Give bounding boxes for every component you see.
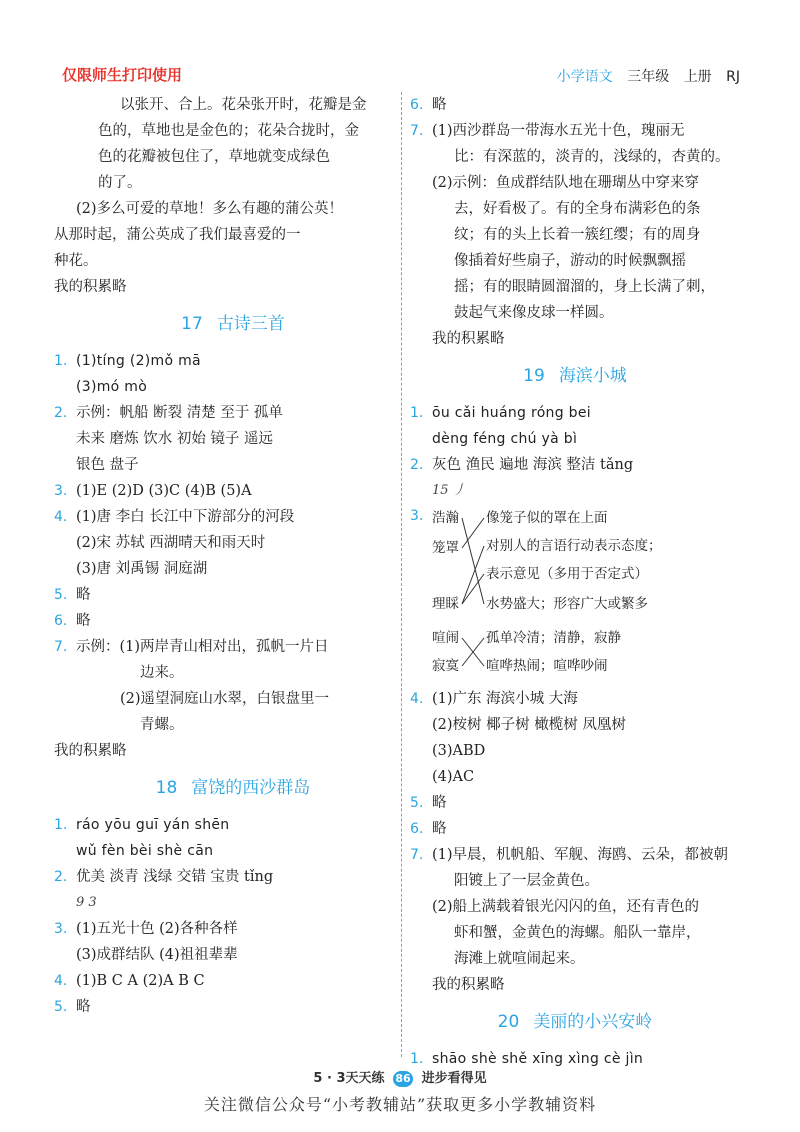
section-name: 海滨小城 — [558, 366, 627, 386]
question-number: 5. — [54, 999, 68, 1015]
answer-text: (1)B C A (2)A B C — [76, 973, 205, 989]
section-title-19 — [410, 356, 740, 396]
match-line — [462, 574, 484, 604]
answer-text: 灰色 渔民 遍地 海滨 整洁 tǎng — [432, 457, 634, 473]
question-number: 7. — [54, 639, 68, 655]
answer-line: 种花。 — [54, 253, 98, 269]
answer-text: 示例：(1)两岸青山相对出，孤帆一片日 — [76, 639, 329, 655]
answer-text: 略 — [76, 613, 91, 629]
question-number: 2. — [54, 405, 68, 421]
answer-line: 色的，草地也是金色的；花朵合拢时，金 — [98, 123, 359, 139]
match-definition: 像笼子似的罩在上面 — [486, 510, 608, 526]
answer-line: 色的花瓣被包住了，草地就变成绿色 — [98, 149, 330, 165]
section-name: 美丽的小兴安岭 — [533, 1012, 653, 1032]
answer-text: (1)早晨，机帆船、军舰、海鸥、云朵，都被朝 — [432, 847, 729, 863]
grade-label: 三年级 — [627, 69, 670, 85]
accumulation-note: 我的积累略 — [54, 743, 127, 759]
answer-text: 略 — [76, 587, 91, 603]
question-number: 3. — [54, 921, 68, 937]
answer-text: 纹；有的头上长着一簇红缨；有的周身 — [454, 227, 701, 243]
answer-text: 略 — [76, 999, 91, 1015]
match-word: 理睬 — [432, 596, 459, 612]
answer-text: 海滩上就喧闹起来。 — [454, 951, 585, 967]
question-number: 3. — [54, 483, 68, 499]
answer-text: (2)遥望洞庭山水翠，白银盘里一 — [120, 691, 330, 707]
handwritten-note: 9 3 — [76, 895, 97, 910]
answer-line: 从那时起，蒲公英成了我们最喜爱的一 — [54, 227, 301, 243]
answer-line: 以张开、合上。花朵张开时，花瓣是金 — [120, 97, 367, 113]
question-number: 2. — [410, 457, 424, 473]
answer-text: 比：有深蓝的，淡青的，浅绿的，杏黄的。 — [454, 149, 730, 165]
section-number: 19 — [523, 366, 545, 386]
question-number: 6. — [410, 97, 424, 113]
matching-question — [410, 504, 740, 686]
print-restriction-label: 仅限师生打印使用 — [62, 66, 183, 84]
answer-text: (1)E (2)D (3)C (4)B (5)A — [76, 483, 252, 499]
column-divider — [401, 92, 402, 1057]
answer-text: (2)船上满载着银光闪闪的鱼，还有青色的 — [432, 899, 700, 915]
answer-text: 略 — [432, 821, 447, 837]
volume-label: 上册 — [683, 69, 712, 85]
answer-text: (2)宋 苏轼 西湖晴天和雨天时 — [76, 535, 266, 551]
watermark-text: 关注微信公众号“小考教辅站”获取更多小学教辅资料 — [203, 1095, 597, 1114]
question-number: 1. — [54, 353, 68, 369]
answer-text: 阳镀上了一层金黄色。 — [454, 873, 599, 889]
answer-text: shāo shè shě xīng xìng cè jìn — [432, 1051, 644, 1067]
answer-text: (1)广东 海滨小城 大海 — [432, 691, 578, 707]
answer-text: 略 — [432, 795, 447, 811]
answer-text: 像插着好些扇子，游动的时候飘飘摇 — [454, 253, 686, 269]
accumulation-note: 我的积累略 — [432, 977, 505, 993]
question-number: 5. — [410, 795, 424, 811]
answer-text: wǔ fèn bèi shè cān — [76, 843, 214, 859]
section-number: 20 — [497, 1012, 520, 1032]
answer-text: (3)唐 刘禹锡 洞庭湖 — [76, 561, 208, 577]
book-info — [557, 66, 740, 86]
section-name: 古诗三首 — [216, 314, 285, 334]
answer-text: ráo yōu guī yán shēn — [76, 817, 230, 833]
answer-text: 未来 磨炼 饮水 初始 镜子 遥远 — [76, 431, 274, 447]
match-word: 寂寞 — [432, 658, 459, 674]
question-number: 5. — [54, 587, 68, 603]
answer-text: 虾和蟹，金黄色的海螺。船队一靠岸， — [454, 925, 701, 941]
question-number: 2. — [54, 869, 68, 885]
accumulation-note: 我的积累略 — [432, 331, 505, 347]
page-number: 86 — [393, 1071, 413, 1087]
answer-text: (2)示例：鱼成群结队地在珊瑚丛中穿来穿 — [432, 175, 700, 191]
answer-text: ōu cǎi huáng róng bei — [432, 405, 591, 421]
match-word: 喧闹 — [432, 630, 459, 646]
match-definition: 喧哗热闹；喧哗吵闹 — [486, 658, 608, 674]
section-title-20 — [410, 1002, 740, 1042]
section-title-17 — [76, 304, 390, 344]
answer-text: (3)ABD — [432, 743, 486, 759]
question-number: 4. — [410, 691, 424, 707]
subject-label: 小学语文 — [556, 69, 613, 85]
answer-text: 摇；有的眼睛圆溜溜的，身上长满了刺， — [454, 279, 715, 295]
section-title-18 — [76, 768, 390, 808]
answer-text: (1)唐 李白 长江中下游部分的河段 — [76, 509, 295, 525]
answer-text: 示例：帆船 断裂 清楚 至于 孤单 — [76, 405, 283, 421]
match-line — [462, 518, 484, 548]
footer-slogan: 进步看得见 — [421, 1071, 487, 1086]
answer-text: dèng féng chú yà bì — [432, 431, 578, 447]
answer-text: (1)西沙群岛一带海水五光十色，瑰丽无 — [432, 123, 685, 139]
match-definition: 孤单冷清；清静，寂静 — [486, 630, 621, 646]
matching-lines — [410, 504, 500, 686]
question-number: 1. — [410, 1051, 424, 1067]
match-line — [462, 518, 484, 604]
section-name: 富饶的西沙群岛 — [191, 778, 311, 798]
answer-line: 的了。 — [98, 175, 142, 191]
answer-text: 优美 淡青 浅绿 交错 宝贵 tǐng — [76, 869, 274, 885]
edition-label: RJ — [726, 69, 740, 85]
answer-text: (1)五光十色 (2)各种各样 — [76, 921, 238, 937]
answer-text: (1)tíng (2)mǒ mā — [76, 353, 201, 369]
left-column — [54, 92, 390, 1020]
match-definition: 表示意见（多用于否定式） — [486, 566, 648, 582]
answer-text: (4)AC — [432, 769, 475, 785]
match-definition: 水势盛大；形容广大或繁多 — [486, 596, 648, 612]
match-line — [462, 546, 484, 604]
answer-line: (2)多么可爱的草地！多么有趣的蒲公英！ — [76, 201, 344, 217]
right-column — [410, 92, 740, 1072]
section-number: 17 — [181, 314, 203, 334]
question-number: 4. — [54, 973, 68, 989]
answer-text: 边来。 — [140, 665, 184, 681]
answer-text: 青螺。 — [140, 717, 184, 733]
match-definition: 对别人的言语行动表示态度； — [486, 538, 662, 554]
match-word: 笼罩 — [432, 540, 459, 556]
answer-text: 去，好看极了。有的全身布满彩色的条 — [454, 201, 701, 217]
question-number: 6. — [54, 613, 68, 629]
answer-text: 略 — [432, 97, 447, 113]
question-number: 4. — [54, 509, 68, 525]
question-number: 7. — [410, 123, 424, 139]
question-number: 6. — [410, 821, 424, 837]
accumulation-note: 我的积累略 — [54, 279, 127, 295]
page-footer — [0, 1067, 800, 1087]
question-number: 3. — [410, 508, 424, 524]
question-number: 7. — [410, 847, 424, 863]
answer-text: (3)mó mò — [76, 379, 148, 395]
question-number: 1. — [54, 817, 68, 833]
answer-text: (3)成群结队 (4)祖祖辈辈 — [76, 947, 238, 963]
answer-text: (2)桉树 椰子树 橄榄树 凤凰树 — [432, 717, 626, 733]
answer-text: 银色 盘子 — [76, 457, 139, 473]
answer-text: 鼓起气来像皮球一样圆。 — [454, 305, 614, 321]
footer-series: 5 · 3天天练 — [313, 1071, 385, 1086]
question-number: 1. — [410, 405, 424, 421]
section-number: 18 — [155, 778, 178, 798]
match-word: 浩瀚 — [432, 510, 459, 526]
handwritten-note: 15 丿 — [432, 483, 466, 498]
